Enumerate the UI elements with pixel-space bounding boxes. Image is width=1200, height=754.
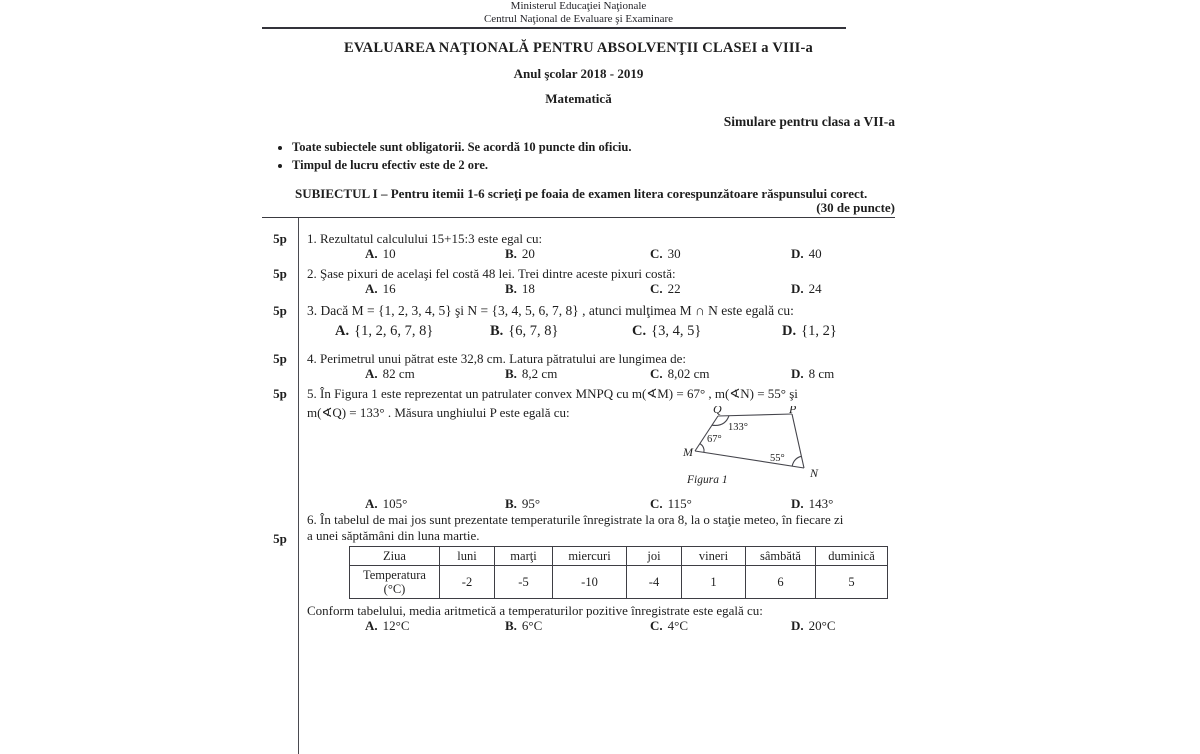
temperature-table — [349, 546, 888, 599]
questions-area — [262, 218, 895, 754]
option-d: D. 20°C — [791, 618, 836, 633]
option-d: D. 8 cm — [791, 366, 835, 381]
question-text: 3. Dacă M = {1, 2, 3, 4, 5} şi N = {3, 4, 5, 6, 7, 8} , atunci mulţimea M ∩ N este egală cu: — [307, 303, 794, 318]
table-header-row — [350, 547, 888, 566]
section-points: (30 de puncte) — [816, 200, 895, 215]
table-cell: 1 — [682, 566, 746, 599]
option-a: A. 82 cm — [365, 366, 415, 381]
options-row — [307, 366, 895, 382]
question-row-6 — [262, 511, 895, 634]
option-b: B. 95° — [505, 496, 541, 511]
option-d: D. 143° — [791, 496, 834, 511]
option-c: C. {3, 4, 5} — [632, 323, 702, 339]
ministry-header — [262, 0, 895, 26]
table-cell: 6 — [746, 566, 816, 599]
header-rule — [262, 27, 846, 29]
option-b: B. 18 — [505, 281, 535, 296]
option-c: C. 8,02 cm — [650, 366, 710, 381]
figure-caption: Figura 1 — [687, 474, 728, 486]
vertex-label-n: N — [810, 466, 819, 480]
angle-value-n: 55° — [770, 453, 785, 464]
question-row-5 — [262, 382, 895, 511]
option-d: D. {1, 2} — [782, 323, 837, 339]
question-followup: Conform tabelului, media aritmetică a temperaturilor pozitive înregistrate este egală cu: — [307, 603, 763, 618]
table-header-cell: marţi — [495, 547, 553, 566]
points-badge: 5p — [273, 266, 287, 281]
instructions-list — [262, 140, 895, 173]
option-c: C. 22 — [650, 281, 681, 296]
edge-qp — [718, 414, 792, 416]
vertex-label-m: M — [683, 445, 693, 459]
table-cell: 5 — [816, 566, 888, 599]
figura-1-quadrilateral — [682, 406, 832, 486]
options-row — [307, 618, 895, 634]
options-row — [307, 281, 895, 297]
exam-title: EVALUAREA NAŢIONALĂ PENTRU ABSOLVENŢII CLASEI a VIII-a — [343, 40, 813, 56]
question-text: 2. Şase pixuri de acelaşi fel costă 48 lei. Trei dintre aceste pixuri costă: — [307, 266, 676, 281]
option-b: B. 20 — [505, 246, 535, 261]
vertex-label-p: P — [789, 406, 797, 416]
option-a: A. 12°C — [365, 618, 410, 633]
points-badge: 5p — [273, 351, 287, 366]
points-badge: 5p — [273, 231, 287, 246]
option-a: A. {1, 2, 6, 7, 8} — [335, 323, 434, 339]
option-b: B. 6°C — [505, 618, 543, 633]
table-row-label: Temperatura (°C) — [350, 566, 440, 599]
question-text: 6. În tabelul de mai jos sunt prezentate temperaturile înregistrate la ora 8, la o staţie meteo, în fiecare zi — [307, 512, 844, 527]
question-row-3 — [262, 297, 895, 346]
option-c: C. 115° — [650, 496, 692, 511]
option-b: B. 8,2 cm — [505, 366, 558, 381]
ministry-line: Ministerul Educaţiei Naţionale — [510, 0, 647, 12]
table-header-cell: luni — [440, 547, 495, 566]
option-d: D. 24 — [791, 281, 822, 296]
options-row — [307, 246, 895, 262]
option-a: A. 105° — [365, 496, 408, 511]
filler-row — [262, 634, 895, 754]
options-row — [307, 320, 895, 342]
question-row-4 — [262, 346, 895, 382]
subject-name: Matematică — [545, 91, 612, 106]
question-text-line2: m(∢Q) = 133° . Măsura unghiului P este egală cu: — [307, 405, 570, 420]
edge-pn — [792, 414, 804, 468]
table-header-cell: joi — [627, 547, 682, 566]
table-value-row — [350, 566, 888, 599]
question-row-1 — [262, 218, 895, 262]
points-badge: 5p — [273, 303, 287, 318]
table-header-cell: miercuri — [553, 547, 627, 566]
exam-document — [262, 0, 895, 754]
option-a: A. 16 — [365, 281, 396, 296]
vertex-label-q: Q — [713, 406, 722, 416]
table-cell: -4 — [627, 566, 682, 599]
option-c: C. 4°C — [650, 618, 689, 633]
points-badge: 5p — [273, 531, 287, 546]
question-text: 1. Rezultatul calculului 15+15:3 este egal cu: — [307, 231, 543, 246]
table-cell: -5 — [495, 566, 553, 599]
question-text-line2: a unei săptămâni din luna martie. — [307, 528, 480, 543]
instruction-item: • Timpul de lucru efectiv este de 2 ore. — [292, 158, 895, 173]
center-line: Centrul Naţional de Evaluare şi Examinare — [483, 13, 674, 25]
table-header-cell: Ziua — [350, 547, 440, 566]
points-badge: 5p — [273, 386, 287, 401]
option-a: A. 10 — [365, 246, 396, 261]
question-row-2 — [262, 262, 895, 297]
table-cell: -2 — [440, 566, 495, 599]
angle-value-q: 133° — [728, 422, 748, 433]
table-header-cell: duminică — [816, 547, 888, 566]
option-c: C. 30 — [650, 246, 681, 261]
angle-arc-m — [700, 444, 704, 453]
question-text: 4. Perimetrul unui pătrat este 32,8 cm. Latura pătratului are lungimea de: — [307, 351, 687, 366]
angle-value-m: 67° — [707, 434, 722, 445]
option-d: D. 40 — [791, 246, 822, 261]
section-heading: SUBIECTUL I – Pentru itemii 1-6 scrieţi pe foaia de examen litera corespunzătoare răspunsului corect. — [295, 186, 868, 201]
simulation-note: Simulare pentru clasa a VII-a — [723, 114, 895, 129]
table-cell: -10 — [553, 566, 627, 599]
school-year: Anul şcolar 2018 - 2019 — [513, 66, 644, 81]
instruction-item: • Toate subiectele sunt obligatorii. Se acordă 10 puncte din oficiu. — [292, 140, 895, 155]
angle-arc-n — [792, 456, 801, 466]
options-row — [307, 496, 895, 511]
table-header-cell: sâmbătă — [746, 547, 816, 566]
edge-mn — [695, 451, 804, 468]
question-text: 5. În Figura 1 este reprezentat un patrulater convex MNPQ cu m(∢M) = 67° , m(∢N) = 55° şi — [307, 386, 798, 401]
table-header-cell: vineri — [682, 547, 746, 566]
option-b: B. {6, 7, 8} — [490, 323, 559, 339]
